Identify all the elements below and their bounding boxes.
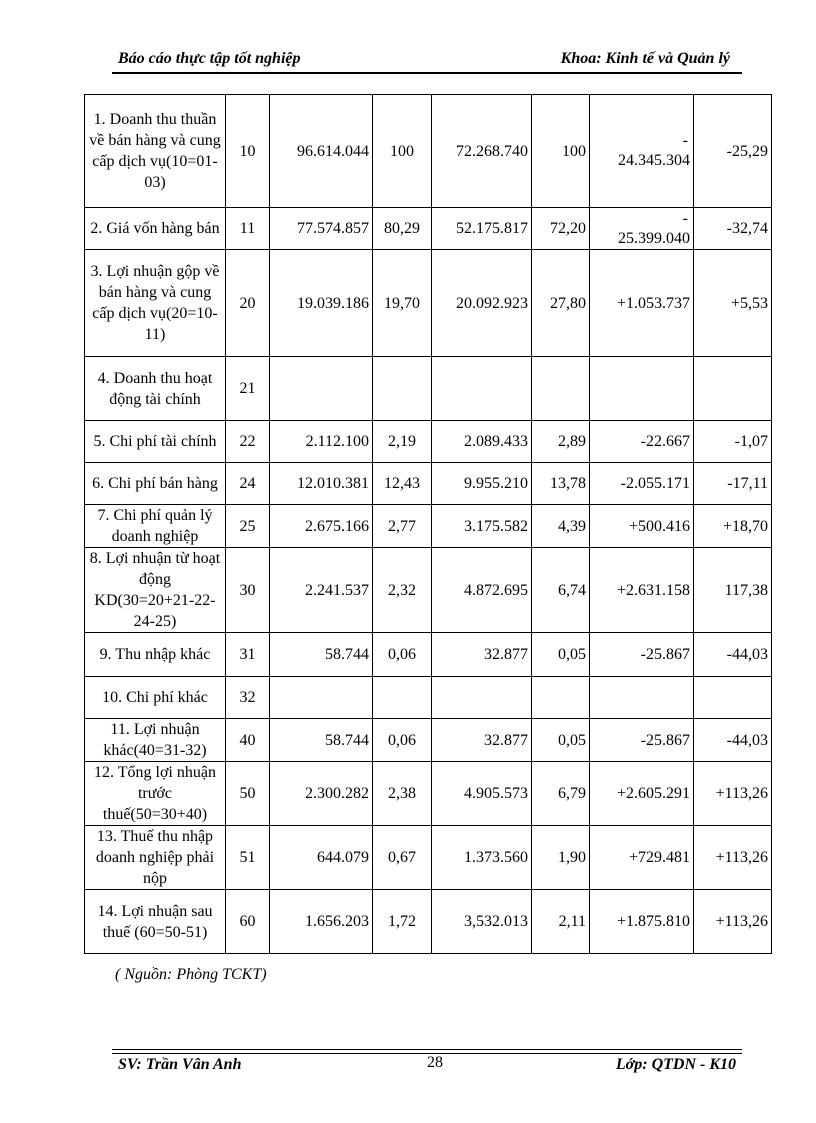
value-current-year: 1.373.560 (432, 826, 532, 890)
difference-sign: - (682, 132, 688, 149)
difference-rate: +5,53 (694, 250, 772, 357)
percent-prev-year: 80,29 (373, 208, 432, 250)
row-code: 30 (226, 548, 270, 633)
difference-value: -25.867 (590, 633, 694, 677)
difference-rate: +18,70 (694, 505, 772, 548)
value-prev-year: 58.744 (270, 633, 373, 677)
source-note: ( Nguồn: Phòng TCKT) (115, 966, 267, 983)
row-code: 22 (226, 421, 270, 463)
difference-rate (694, 357, 772, 421)
row-label: 3. Lợi nhuận gộp về bán hàng và cung cấp dịch vụ(20=10-11) (85, 250, 226, 357)
difference-value: +2.605.291 (590, 762, 694, 826)
difference-value: +500.416 (590, 505, 694, 548)
difference-rate: -32,74 (694, 208, 772, 250)
row-label: 9. Thu nhập khác (85, 633, 226, 677)
percent-prev-year: 100 (373, 95, 432, 208)
page-number: 28 (427, 1054, 443, 1071)
difference-value: +1.875.810 (590, 890, 694, 954)
value-current-year: 4.872.695 (432, 548, 532, 633)
row-label: 10. Chi phí khác (85, 677, 226, 719)
row-label: 13. Thuế thu nhập doanh nghiệp phải nộp (85, 826, 226, 890)
difference-value: +2.631.158 (590, 548, 694, 633)
difference-rate: -25,29 (694, 95, 772, 208)
difference-value (590, 357, 694, 421)
table-row (85, 463, 772, 505)
percent-prev-year (373, 357, 432, 421)
row-code: 24 (226, 463, 270, 505)
value-current-year (432, 357, 532, 421)
difference-sign: - (682, 209, 688, 227)
percent-prev-year: 0,06 (373, 719, 432, 762)
percent-current-year: 6,79 (532, 762, 590, 826)
percent-current-year: 27,80 (532, 250, 590, 357)
row-label: 11. Lợi nhuận khác(40=31-32) (85, 719, 226, 762)
table-row (85, 677, 772, 719)
difference-rate (694, 677, 772, 719)
value-prev-year: 644.079 (270, 826, 373, 890)
page-footer (112, 1054, 742, 1078)
value-current-year (432, 677, 532, 719)
table-row (85, 548, 772, 633)
percent-current-year: 100 (532, 95, 590, 208)
difference-value: -22.667 (590, 421, 694, 463)
row-code: 31 (226, 633, 270, 677)
difference-value: -25.867 (590, 719, 694, 762)
row-label: 5. Chi phí tài chính (85, 421, 226, 463)
value-current-year: 3.175.582 (432, 505, 532, 548)
difference-amount: 25.399.040 (618, 229, 690, 247)
row-label: 7. Chi phí quản lý doanh nghiệp (85, 505, 226, 548)
value-current-year: 52.175.817 (432, 208, 532, 250)
difference-rate: -1,07 (694, 421, 772, 463)
percent-prev-year: 2,19 (373, 421, 432, 463)
percent-prev-year: 2,77 (373, 505, 432, 548)
value-current-year: 72.268.740 (432, 95, 532, 208)
percent-current-year: 0,05 (532, 719, 590, 762)
percent-prev-year: 0,67 (373, 826, 432, 890)
value-prev-year: 1.656.203 (270, 890, 373, 954)
percent-current-year: 4,39 (532, 505, 590, 548)
report-title: Báo cáo thực tập tốt nghiệp (118, 50, 301, 67)
table-row (85, 762, 772, 826)
table-body (85, 95, 772, 954)
percent-current-year: 0,05 (532, 633, 590, 677)
table-row (85, 208, 772, 250)
row-label: 12. Tổng lợi nhuận trước thuế(50=30+40) (85, 762, 226, 826)
value-prev-year: 96.614.044 (270, 95, 373, 208)
percent-current-year (532, 357, 590, 421)
page-header (112, 50, 742, 74)
value-prev-year: 19.039.186 (270, 250, 373, 357)
percent-prev-year: 12,43 (373, 463, 432, 505)
value-prev-year (270, 357, 373, 421)
percent-current-year: 72,20 (532, 208, 590, 250)
table-row (85, 421, 772, 463)
value-prev-year: 2.112.100 (270, 421, 373, 463)
value-prev-year: 2.300.282 (270, 762, 373, 826)
table-row (85, 826, 772, 890)
percent-prev-year: 0,06 (373, 633, 432, 677)
difference-rate: +113,26 (694, 890, 772, 954)
student-name: SV: Trần Vân Anh (118, 1056, 242, 1073)
difference-rate: +113,26 (694, 826, 772, 890)
table-row (85, 250, 772, 357)
percent-prev-year: 2,38 (373, 762, 432, 826)
percent-prev-year: 1,72 (373, 890, 432, 954)
table-row (85, 719, 772, 762)
difference-rate: +113,26 (694, 762, 772, 826)
difference-rate: -44,03 (694, 633, 772, 677)
row-label: 2. Giá vốn hàng bán (85, 208, 226, 250)
value-prev-year: 2.241.537 (270, 548, 373, 633)
value-current-year: 4.905.573 (432, 762, 532, 826)
row-label: 4. Doanh thu hoạt động tài chính (85, 357, 226, 421)
table-row (85, 890, 772, 954)
row-code: 51 (226, 826, 270, 890)
income-statement-table (84, 94, 772, 954)
percent-current-year: 2,11 (532, 890, 590, 954)
value-prev-year: 77.574.857 (270, 208, 373, 250)
row-code: 40 (226, 719, 270, 762)
difference-rate: 117,38 (694, 548, 772, 633)
percent-current-year (532, 677, 590, 719)
table-row (85, 357, 772, 421)
difference-value (590, 95, 694, 208)
faculty-label: Khoa: Kinh tế và Quản lý (560, 50, 730, 67)
difference-value (590, 208, 694, 250)
value-prev-year: 58.744 (270, 719, 373, 762)
row-label: 8. Lợi nhuận từ hoạt động KD(30=20+21-22-24-25) (85, 548, 226, 633)
value-prev-year (270, 677, 373, 719)
row-code: 21 (226, 357, 270, 421)
percent-prev-year: 19,70 (373, 250, 432, 357)
difference-rate: -17,11 (694, 463, 772, 505)
percent-current-year: 2,89 (532, 421, 590, 463)
percent-current-year: 13,78 (532, 463, 590, 505)
table-row (85, 505, 772, 548)
difference-value: +729.481 (590, 826, 694, 890)
difference-value: -2.055.171 (590, 463, 694, 505)
row-code: 60 (226, 890, 270, 954)
row-code: 20 (226, 250, 270, 357)
difference-rate: -44,03 (694, 719, 772, 762)
value-current-year: 9.955.210 (432, 463, 532, 505)
value-current-year: 2.089.433 (432, 421, 532, 463)
value-current-year: 3,532.013 (432, 890, 532, 954)
difference-value: +1.053.737 (590, 250, 694, 357)
table-row (85, 633, 772, 677)
difference-amount: 24.345.304 (618, 152, 690, 169)
row-label: 6. Chi phí bán hàng (85, 463, 226, 505)
value-current-year: 32.877 (432, 719, 532, 762)
row-code: 10 (226, 95, 270, 208)
row-label: 1. Doanh thu thuần về bán hàng và cung cấp dịch vụ(10=01-03) (85, 95, 226, 208)
class-label: Lớp: QTDN - K10 (615, 1056, 736, 1073)
value-current-year: 20.092.923 (432, 250, 532, 357)
row-code: 25 (226, 505, 270, 548)
row-label: 14. Lợi nhuận sau thuế (60=50-51) (85, 890, 226, 954)
percent-prev-year: 2,32 (373, 548, 432, 633)
row-code: 32 (226, 677, 270, 719)
percent-current-year: 1,90 (532, 826, 590, 890)
value-prev-year: 12.010.381 (270, 463, 373, 505)
value-prev-year: 2.675.166 (270, 505, 373, 548)
difference-value (590, 677, 694, 719)
percent-prev-year (373, 677, 432, 719)
value-current-year: 32.877 (432, 633, 532, 677)
row-code: 11 (226, 208, 270, 250)
table-row (85, 95, 772, 208)
percent-current-year: 6,74 (532, 548, 590, 633)
row-code: 50 (226, 762, 270, 826)
